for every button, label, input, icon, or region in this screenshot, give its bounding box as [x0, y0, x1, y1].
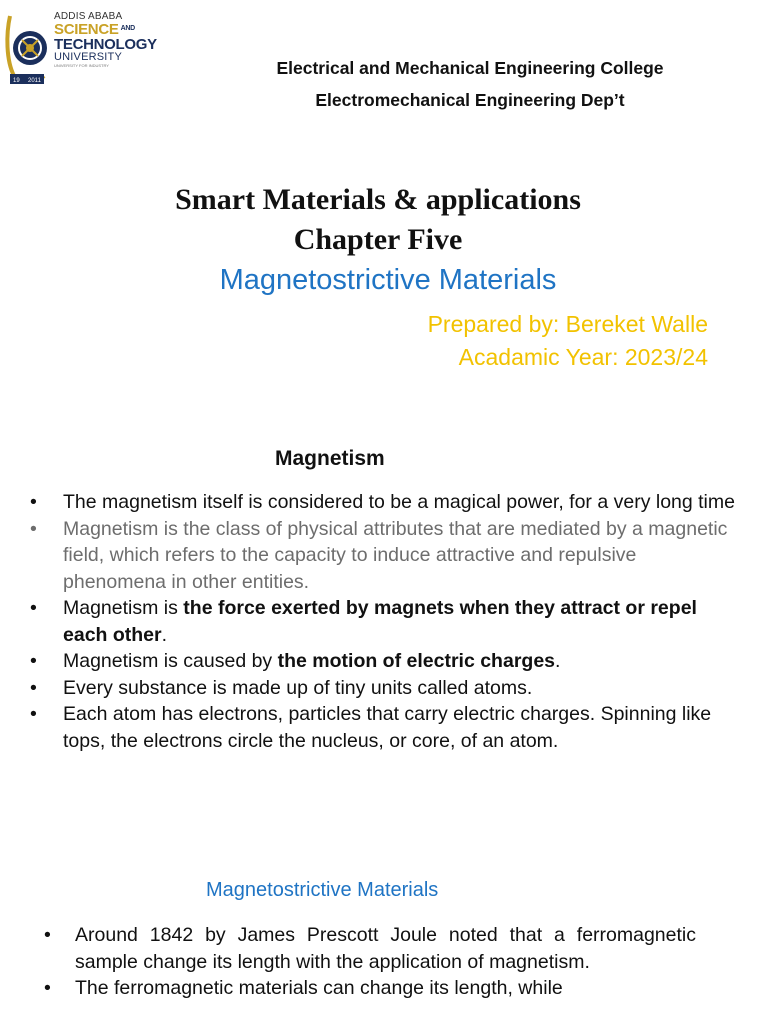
section-heading-magnetostrictive: Magnetostrictive Materials	[206, 879, 439, 901]
list-item	[30, 516, 742, 596]
title-block	[90, 180, 666, 260]
university-logo	[4, 12, 170, 88]
logo-year-left: 19	[13, 78, 20, 84]
logo-tagline: UNIVERSITY FOR INDUSTRY	[54, 63, 109, 68]
bullet-text: Each atom has electrons, particles that carry electric charges. Spinning like tops, the electrons circle the nucleus, or core, of an atom.	[63, 703, 712, 752]
logo-wordmark	[54, 12, 157, 68]
bullet-text: Magnetism is caused by	[63, 650, 278, 672]
bullet-text-end: .	[161, 623, 168, 646]
topic-title: Magnetostrictive Materials	[219, 264, 557, 296]
logo-and: AND	[120, 25, 135, 32]
bullet-icon: •	[30, 703, 37, 725]
bullet-icon: •	[30, 650, 37, 672]
bullet-bold-text: the force exerted by magnets when they attract or repel each other	[63, 597, 697, 646]
list-item	[30, 489, 742, 516]
bullet-icon: •	[44, 977, 51, 999]
bullet-text: Magnetism is the class of physical attributes that are mediated by a magnetic field, which refers to the capacity to induce attractive and repulsive phenomena in other entities.	[63, 517, 728, 593]
list-item	[44, 975, 696, 1002]
list-item	[44, 922, 696, 975]
list-item	[30, 595, 742, 648]
bullet-text: Every substance is made up of tiny units called atoms.	[63, 676, 533, 699]
logo-city: ADDIS ABABA	[54, 11, 123, 22]
bullet-icon: •	[44, 924, 51, 946]
section-heading-magnetism: Magnetism	[275, 447, 385, 470]
bullet-text-end: .	[555, 650, 561, 672]
logo-year-right: 2011	[28, 78, 41, 84]
list-item	[30, 701, 742, 754]
bullet-icon: •	[30, 676, 37, 699]
bullet-icon: •	[30, 597, 37, 619]
magnetostrictive-bullet-list	[44, 922, 696, 1002]
logo-university: UNIVERSITY	[54, 51, 123, 63]
college-name: Electrical and Mechanical Engineering College	[276, 58, 664, 78]
author-block	[428, 308, 708, 374]
logo-science: SCIENCE	[54, 21, 119, 38]
course-title: Smart Materials & applications	[175, 183, 581, 216]
magnetism-bullet-list	[30, 489, 742, 754]
bullet-text: The ferromagnetic materials can change its length, while	[75, 977, 563, 999]
bullet-bold-text: the motion of electric charges	[277, 650, 556, 672]
academic-year: Acadamic Year: 2023/24	[458, 344, 708, 370]
chapter-title: Chapter Five	[293, 223, 463, 256]
logo-technology: TECHNOLOGY	[54, 36, 157, 53]
list-item	[30, 675, 742, 702]
bullet-text: Magnetism is	[63, 597, 184, 619]
bullet-icon: •	[30, 491, 37, 513]
prepared-by: Prepared by: Bereket Walle	[427, 311, 708, 337]
list-item	[30, 648, 742, 675]
department-name: Electromechanical Engineering Dep’t	[315, 90, 625, 110]
bullet-text: The magnetism itself is considered to be a magical power, for a very long time	[63, 491, 735, 513]
bullet-text: Around 1842 by James Prescott Joule noted that a ferromagnetic sample change its length with the application of magnetism.	[75, 924, 696, 973]
bullet-icon: •	[30, 517, 37, 540]
university-emblem-icon	[4, 12, 52, 88]
header-block	[250, 52, 690, 116]
